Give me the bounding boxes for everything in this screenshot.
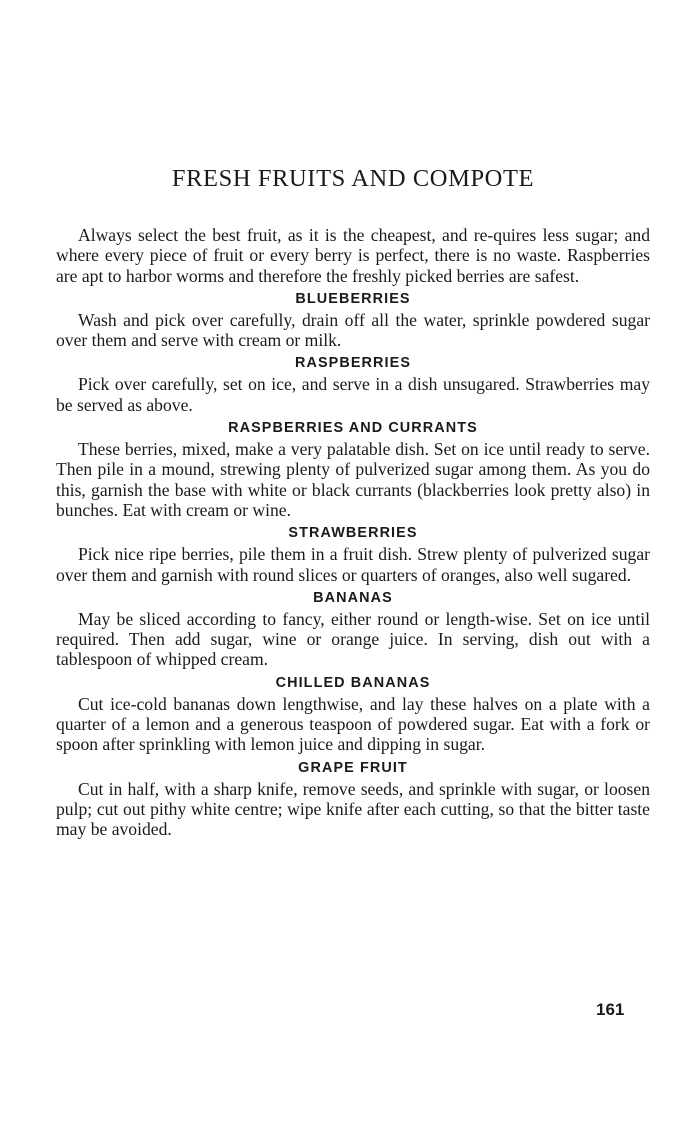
- section-heading-strawberries: STRAWBERRIES: [288, 525, 418, 542]
- page-title: FRESH FRUITS AND COMPOTE: [171, 165, 535, 192]
- section-heading-bananas: BANANAS: [313, 589, 393, 606]
- page-number: 161: [596, 1000, 625, 1019]
- section-heading-raspberries-and-currants: RASPBERRIES AND CURRANTS: [228, 420, 478, 437]
- section-text-chilled-bananas: Cut ice-cold bananas down lengthwise, and lay these halves on a plate with a quarter of a lemon and a generous teaspoon of powdered sugar. Eat with a fork or spoon after sprinkling with lemon juice and dipping in sugar.: [56, 693, 650, 755]
- section-text-raspberries-and-currants: These berries, mixed, make a very palatable dish. Set on ice until ready to serve. Then pile in a mound, strewing plenty of pulverized sugar among them. As you do this, garnish the base with white or black currants (blackberries look pretty also) in bunches. Eat with cream or wine.: [56, 439, 650, 520]
- section-text-grape-fruit: Cut in half, with a sharp knife, remove seeds, and sprinkle with sugar, or loosen pulp; cut out pithy white centre; wipe knife after each cutting, so that the bitter taste may be avoided.: [56, 778, 650, 840]
- section-heading-blueberries: BLUEBERRIES: [295, 290, 411, 307]
- section-heading-raspberries: RASPBERRIES: [294, 355, 412, 372]
- section-text-blueberries: Wash and pick over carefully, drain off all the water, sprinkle powdered sugar over them and serve with cream or milk.: [56, 309, 650, 351]
- section-text-bananas: May be sliced according to fancy, either round or length-wise. Set on ice until required. Then add sugar, wine or orange juice. In serving, dish out with a tablespoon of whipped cream.: [56, 608, 650, 670]
- section-heading-chilled-bananas: CHILLED BANANAS: [275, 674, 431, 691]
- page-body: [56, 225, 650, 840]
- section-heading-grape-fruit: GRAPE FRUIT: [298, 759, 408, 776]
- section-text-raspberries: Pick over carefully, set on ice, and serve in a dish unsugared. Strawberries may be served as above.: [56, 374, 650, 415]
- intro-paragraph: Always select the best fruit, as it is the cheapest, and re-quires less sugar; and where every piece of fruit or every berry is perfect, there is no waste. Raspberries are apt to harbor worms and therefore the freshly picked berries are safest.: [56, 225, 650, 286]
- section-text-strawberries: Pick nice ripe berries, pile them in a fruit dish. Strew plenty of pulverized sugar over them and garnish with round slices or quarters of oranges, also well sugared.: [56, 544, 650, 585]
